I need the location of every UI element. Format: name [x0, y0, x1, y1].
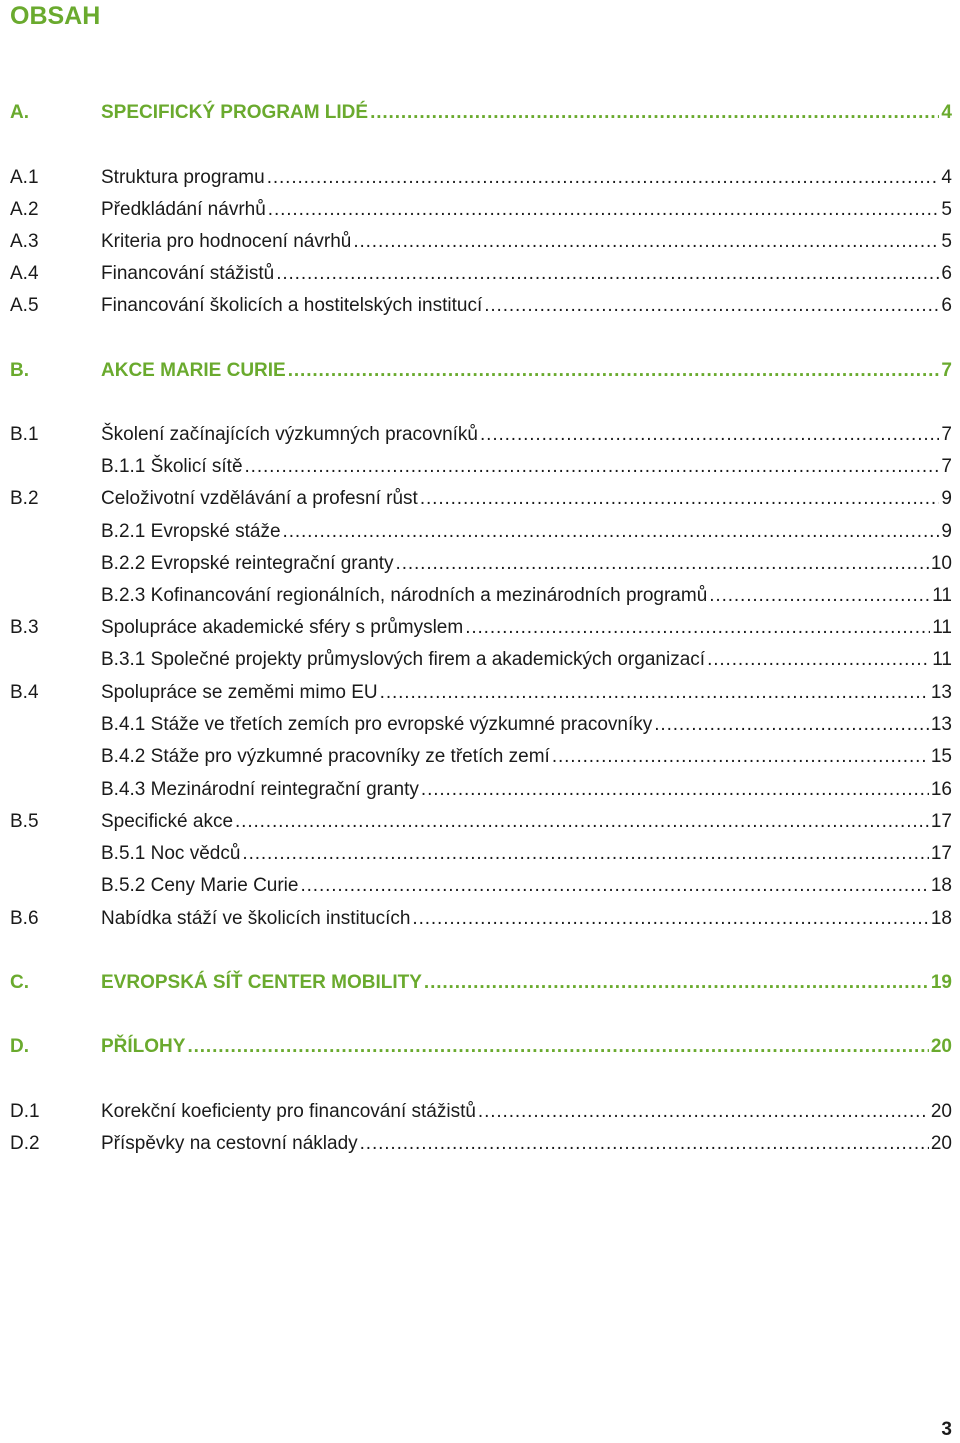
toc-number: D. [10, 1036, 29, 1057]
toc-number: B.5 [10, 811, 39, 832]
toc-row-a1[interactable] [10, 162, 952, 194]
toc-row-b21[interactable] [10, 516, 952, 548]
toc-number: C. [10, 972, 29, 993]
toc-number: B.6 [10, 908, 39, 929]
toc-title: B.2.3 Kofinancování regionálních, národních a mezinárodních programů [101, 585, 708, 606]
toc-leader-dots [654, 709, 929, 741]
toc-leader-dots [478, 1096, 929, 1128]
toc-row-d1[interactable] [10, 1096, 952, 1128]
toc-leader-dots [283, 516, 940, 548]
toc-leader-dots [360, 1128, 929, 1160]
toc-number: B.2 [10, 488, 39, 509]
toc-page-number: 13 [930, 714, 952, 735]
toc-title: Financování stážistů [101, 263, 275, 284]
toc-row-b4[interactable] [10, 677, 952, 709]
toc-title: SPECIFICKÝ PROGRAM LIDÉ [101, 102, 369, 123]
toc-page-number: 17 [930, 843, 952, 864]
toc-title: Struktura programu [101, 167, 265, 188]
toc-leader-dots [396, 548, 929, 580]
toc-title: B.5.1 Noc vědců [101, 843, 241, 864]
toc-number: B. [10, 360, 29, 381]
toc-row-b3[interactable] [10, 612, 952, 644]
toc-row-b22[interactable] [10, 548, 952, 580]
toc-page-number: 6 [941, 263, 952, 284]
toc-title: Korekční koeficienty pro financování stážistů [101, 1101, 476, 1122]
toc-title: Specifické akce [101, 811, 234, 832]
toc-row-a5[interactable] [10, 290, 952, 322]
toc-leader-dots [484, 290, 939, 322]
toc-page-number: 18 [930, 908, 952, 929]
toc-number: B.4 [10, 682, 39, 703]
toc-leader-dots [480, 419, 939, 451]
toc-row-a2[interactable] [10, 194, 952, 226]
toc-page-number: 16 [930, 779, 952, 800]
toc-leader-dots [412, 903, 928, 935]
toc-number: D.2 [10, 1133, 40, 1154]
toc-title: B.2.2 Evropské reintegrační granty [101, 553, 394, 574]
toc-row-b[interactable] [10, 355, 952, 387]
toc-page-number: 11 [932, 649, 952, 670]
toc-title: B.4.1 Stáže ve třetích zemích pro evropské výzkumné pracovníky [101, 714, 653, 735]
toc-leader-dots [187, 1031, 928, 1063]
toc-page-number: 4 [941, 102, 952, 123]
toc-row-c[interactable] [10, 967, 952, 999]
toc-leader-dots [421, 774, 929, 806]
toc-title: PŘÍLOHY [101, 1036, 186, 1057]
toc-leader-dots [288, 355, 940, 387]
toc-page-number: 7 [941, 360, 952, 381]
toc-title: Financování školicích a hostitelských institucí [101, 295, 483, 316]
toc-title: Nabídka stáží ve školicích institucích [101, 908, 411, 929]
toc-page-number: 20 [930, 1133, 952, 1154]
toc-page-number: 18 [930, 875, 952, 896]
toc-leader-dots [707, 644, 930, 676]
toc-page-number: 11 [932, 585, 952, 606]
toc-title: Spolupráce se zeměmi mimo EU [101, 682, 378, 703]
toc-title: Předkládání návrhů [101, 199, 266, 220]
toc-page-number: 11 [932, 617, 952, 638]
toc-leader-dots [267, 162, 940, 194]
toc-page-number: 5 [941, 199, 952, 220]
toc-row-b11[interactable] [10, 451, 952, 483]
page-title: OBSAH [10, 2, 101, 30]
toc-leader-dots [552, 741, 929, 773]
toc-row-b5[interactable] [10, 806, 952, 838]
toc-title: B.5.2 Ceny Marie Curie [101, 875, 299, 896]
toc-title: Celoživotní vzdělávání a profesní růst [101, 488, 418, 509]
toc-row-b2[interactable] [10, 483, 952, 515]
toc-page-number: 9 [941, 488, 952, 509]
toc-page-number: 9 [941, 521, 952, 542]
toc-title: B.4.3 Mezinárodní reintegrační granty [101, 779, 419, 800]
toc-row-a[interactable] [10, 97, 952, 129]
toc-leader-dots [465, 612, 930, 644]
toc-leader-dots [370, 97, 939, 129]
toc-title: B.2.1 Evropské stáže [101, 521, 281, 542]
toc-leader-dots [424, 967, 929, 999]
toc-page-number: 7 [941, 424, 952, 445]
toc-leader-dots [242, 838, 928, 870]
toc-row-b51[interactable] [10, 838, 952, 870]
toc-number: A.1 [10, 167, 39, 188]
toc-title: Kriteria pro hodnocení návrhů [101, 231, 352, 252]
toc-leader-dots [245, 451, 940, 483]
toc-row-a4[interactable] [10, 258, 952, 290]
toc-title: Příspěvky na cestovní náklady [101, 1133, 358, 1154]
toc-page-number: 6 [941, 295, 952, 316]
toc-number: A.4 [10, 263, 39, 284]
toc-leader-dots [300, 870, 928, 902]
toc-number: A.2 [10, 199, 39, 220]
toc-leader-dots [268, 194, 940, 226]
toc-number: A.5 [10, 295, 39, 316]
toc-row-b23[interactable] [10, 580, 952, 612]
toc-leader-dots [380, 677, 929, 709]
toc-title: B.3.1 Společné projekty průmyslových firem a akademických organizací [101, 649, 706, 670]
toc-title: Spolupráce akademické sféry s průmyslem [101, 617, 464, 638]
toc-page-number: 10 [930, 553, 952, 574]
toc-row-b1[interactable] [10, 419, 952, 451]
toc-row-b52[interactable] [10, 870, 952, 902]
toc-leader-dots [420, 483, 940, 515]
toc-title: B.4.2 Stáže pro výzkumné pracovníky ze třetích zemí [101, 746, 550, 767]
toc-page-number: 17 [930, 811, 952, 832]
toc-row-d[interactable] [10, 1031, 952, 1063]
toc-row-b41[interactable] [10, 709, 952, 741]
toc-row-b43[interactable] [10, 774, 952, 806]
page-number: 3 [941, 1419, 952, 1440]
toc-page-number: 4 [941, 167, 952, 188]
toc-page-number: 15 [930, 746, 952, 767]
toc-leader-dots [353, 226, 939, 258]
toc-row-b6[interactable] [10, 903, 952, 935]
toc-title: Školení začínajících výzkumných pracovníků [101, 424, 479, 445]
toc-row-b31[interactable] [10, 644, 952, 676]
toc-number: A. [10, 102, 29, 123]
toc-page-number: 20 [930, 1036, 952, 1057]
toc-title: B.1.1 Školicí sítě [101, 456, 243, 477]
toc-leader-dots [276, 258, 939, 290]
toc-number: B.3 [10, 617, 39, 638]
toc-number: B.1 [10, 424, 39, 445]
toc-page-number: 20 [930, 1101, 952, 1122]
toc-page-number: 7 [941, 456, 952, 477]
toc-row-a3[interactable] [10, 226, 952, 258]
toc-title: AKCE MARIE CURIE [101, 360, 286, 381]
toc-page-number: 13 [930, 682, 952, 703]
toc-row-d2[interactable] [10, 1128, 952, 1160]
toc-page-number: 19 [930, 972, 952, 993]
toc-leader-dots [709, 580, 930, 612]
toc-leader-dots [235, 806, 929, 838]
toc-page-number: 5 [941, 231, 952, 252]
toc-row-b42[interactable] [10, 741, 952, 773]
toc-number: D.1 [10, 1101, 40, 1122]
toc-title: EVROPSKÁ SÍŤ CENTER MOBILITY [101, 972, 422, 993]
toc-number: A.3 [10, 231, 39, 252]
